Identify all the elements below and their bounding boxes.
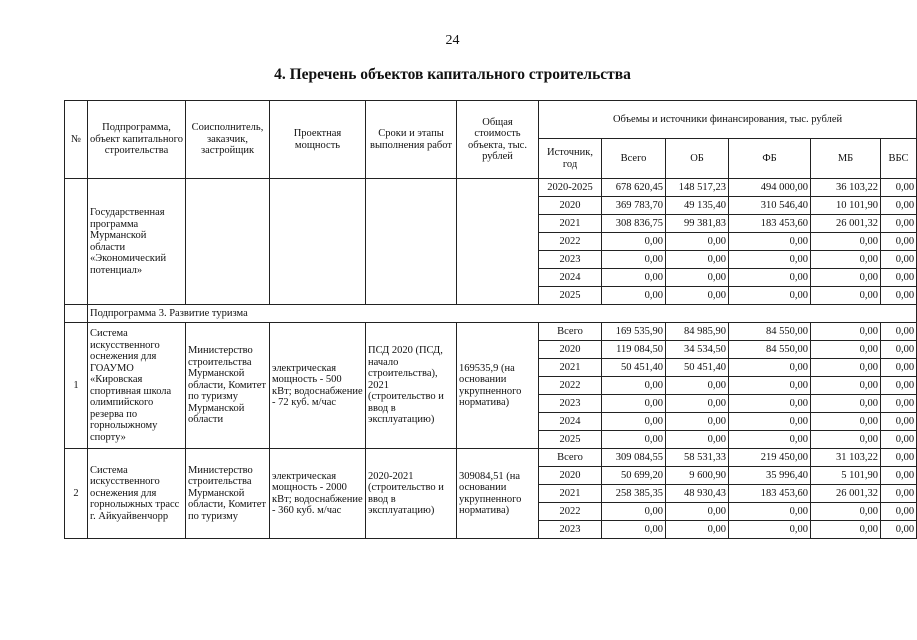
total-value: 0,00: [602, 233, 666, 251]
mb-value: 5 101,90: [811, 467, 881, 485]
ob-value: 0,00: [666, 377, 729, 395]
vbs-value: 0,00: [881, 233, 917, 251]
fb-value: 0,00: [729, 287, 811, 305]
total-value: 0,00: [602, 413, 666, 431]
ob-value: 9 600,90: [666, 467, 729, 485]
source-year: 2023: [539, 395, 602, 413]
object-name: Система искусственного оснежения для горнолыжных трасс г. Айкуайвенчорр: [88, 449, 186, 539]
source-year: 2023: [539, 251, 602, 269]
total-value: 309 084,55: [602, 449, 666, 467]
mb-value: 0,00: [811, 269, 881, 287]
object-cost: 309084,51 (на основании укрупненного норматива): [457, 449, 539, 539]
object-executor: Министерство строительства Мурманской области, Комитет по туризму Мурманской области: [186, 323, 270, 449]
fb-value: 0,00: [729, 269, 811, 287]
source-year: 2020-2025: [539, 179, 602, 197]
ob-value: 84 985,90: [666, 323, 729, 341]
total-value: 50 699,20: [602, 467, 666, 485]
header-ob: ОБ: [666, 139, 729, 179]
header-total: Всего: [602, 139, 666, 179]
gp-executor-cell: [186, 179, 270, 305]
source-year: 2020: [539, 197, 602, 215]
object-terms: ПСД 2020 (ПСД, начало строительства), 2021 (строительство и ввод в эксплуатацию): [366, 323, 457, 449]
vbs-value: 0,00: [881, 287, 917, 305]
ob-value: 48 930,43: [666, 485, 729, 503]
mb-value: 26 001,32: [811, 485, 881, 503]
source-year: 2022: [539, 377, 602, 395]
total-value: 0,00: [602, 251, 666, 269]
object-num: 1: [65, 323, 88, 449]
mb-value: 36 103,22: [811, 179, 881, 197]
object-executor: Министерство строительства Мурманской области, Комитет по туризму: [186, 449, 270, 539]
ob-value: 0,00: [666, 287, 729, 305]
header-mb: МБ: [811, 139, 881, 179]
fb-value: 0,00: [729, 395, 811, 413]
mb-value: 0,00: [811, 287, 881, 305]
source-year: 2020: [539, 467, 602, 485]
mb-value: 0,00: [811, 413, 881, 431]
total-value: 369 783,70: [602, 197, 666, 215]
mb-value: 26 001,32: [811, 215, 881, 233]
fb-value: 183 453,60: [729, 485, 811, 503]
header-source-year: Источник, год: [539, 139, 602, 179]
fb-value: 219 450,00: [729, 449, 811, 467]
object-cost: 169535,9 (на основании укрупненного норматива): [457, 323, 539, 449]
vbs-value: 0,00: [881, 215, 917, 233]
vbs-value: 0,00: [881, 179, 917, 197]
mb-value: 0,00: [811, 377, 881, 395]
ob-value: 0,00: [666, 269, 729, 287]
fb-value: 35 996,40: [729, 467, 811, 485]
header-terms: Сроки и этапы выполнения работ: [366, 101, 457, 179]
source-year: 2020: [539, 341, 602, 359]
ob-value: 58 531,33: [666, 449, 729, 467]
ob-value: 34 534,50: [666, 341, 729, 359]
object-terms: 2020-2021 (строительство и ввод в эксплуатацию): [366, 449, 457, 539]
table-row: [65, 323, 917, 341]
fb-value: 84 550,00: [729, 341, 811, 359]
gp-name: Государственная программа Мурманской области «Экономический потенциал»: [88, 179, 186, 305]
fb-value: 0,00: [729, 503, 811, 521]
gp-terms-cell: [366, 179, 457, 305]
source-year: 2023: [539, 521, 602, 539]
total-value: 0,00: [602, 395, 666, 413]
vbs-value: 0,00: [881, 431, 917, 449]
source-year: 2025: [539, 431, 602, 449]
fb-value: 0,00: [729, 521, 811, 539]
fb-value: 494 000,00: [729, 179, 811, 197]
ob-value: 0,00: [666, 431, 729, 449]
ob-value: 0,00: [666, 395, 729, 413]
mb-value: 0,00: [811, 323, 881, 341]
fb-value: 310 546,40: [729, 197, 811, 215]
total-value: 0,00: [602, 287, 666, 305]
capital-construction-table: [64, 100, 917, 539]
total-value: 0,00: [602, 503, 666, 521]
table-row: [65, 179, 917, 197]
source-year: 2024: [539, 413, 602, 431]
vbs-value: 0,00: [881, 269, 917, 287]
vbs-value: 0,00: [881, 251, 917, 269]
gp-capacity-cell: [270, 179, 366, 305]
page-number: 24: [445, 33, 460, 48]
mb-value: 31 103,22: [811, 449, 881, 467]
header-capacity: Проектная мощность: [270, 101, 366, 179]
ob-value: 49 135,40: [666, 197, 729, 215]
gp-cost-cell: [457, 179, 539, 305]
header-executor: Соисполнитель, заказчик, застройщик: [186, 101, 270, 179]
ob-value: 50 451,40: [666, 359, 729, 377]
ob-value: 0,00: [666, 251, 729, 269]
vbs-value: 0,00: [881, 377, 917, 395]
header-vbs: ВБС: [881, 139, 917, 179]
ob-value: 0,00: [666, 413, 729, 431]
total-value: 678 620,45: [602, 179, 666, 197]
mb-value: 0,00: [811, 431, 881, 449]
fb-value: 0,00: [729, 359, 811, 377]
total-value: 308 836,75: [602, 215, 666, 233]
mb-value: 0,00: [811, 341, 881, 359]
object-capacity: электрическая мощность - 2000 кВт; водоснабжение - 360 куб. м/час: [270, 449, 366, 539]
mb-value: 0,00: [811, 503, 881, 521]
object-name: Система искусственного оснежения для ГОАУМО «Кировская спортивная школа олимпийского резерва по горнолыжному спорту»: [88, 323, 186, 449]
subprogram-num-cell: [65, 305, 88, 323]
source-year: 2022: [539, 233, 602, 251]
source-year: 2021: [539, 485, 602, 503]
vbs-value: 0,00: [881, 413, 917, 431]
header-num: №: [65, 101, 88, 179]
vbs-value: 0,00: [881, 323, 917, 341]
fb-value: 0,00: [729, 251, 811, 269]
ob-value: 0,00: [666, 503, 729, 521]
ob-value: 99 381,83: [666, 215, 729, 233]
object-num: 2: [65, 449, 88, 539]
header-fb: ФБ: [729, 139, 811, 179]
mb-value: 0,00: [811, 359, 881, 377]
object-capacity: электрическая мощность - 500 кВт; водоснабжение - 72 куб. м/час: [270, 323, 366, 449]
source-year: Всего: [539, 323, 602, 341]
vbs-value: 0,00: [881, 359, 917, 377]
mb-value: 0,00: [811, 395, 881, 413]
vbs-value: 0,00: [881, 395, 917, 413]
fb-value: 84 550,00: [729, 323, 811, 341]
fb-value: 0,00: [729, 233, 811, 251]
total-value: 258 385,35: [602, 485, 666, 503]
mb-value: 0,00: [811, 521, 881, 539]
vbs-value: 0,00: [881, 341, 917, 359]
header-cost: Общая стоимость объекта, тыс. рублей: [457, 101, 539, 179]
vbs-value: 0,00: [881, 503, 917, 521]
table-row: [65, 449, 917, 467]
source-year: Всего: [539, 449, 602, 467]
total-value: 50 451,40: [602, 359, 666, 377]
mb-value: 0,00: [811, 251, 881, 269]
vbs-value: 0,00: [881, 467, 917, 485]
source-year: 2022: [539, 503, 602, 521]
document-title: 4. Перечень объектов капитального строительства: [274, 66, 631, 83]
ob-value: 0,00: [666, 521, 729, 539]
source-year: 2024: [539, 269, 602, 287]
fb-value: 0,00: [729, 377, 811, 395]
vbs-value: 0,00: [881, 485, 917, 503]
total-value: 119 084,50: [602, 341, 666, 359]
total-value: 0,00: [602, 521, 666, 539]
header-funding: Объемы и источники финансирования, тыс. рублей: [539, 101, 917, 139]
mb-value: 10 101,90: [811, 197, 881, 215]
total-value: 0,00: [602, 431, 666, 449]
total-value: 0,00: [602, 377, 666, 395]
vbs-value: 0,00: [881, 521, 917, 539]
vbs-value: 0,00: [881, 197, 917, 215]
gp-num-cell: [65, 179, 88, 305]
header-subprogram: Подпрограмма, объект капитального строительства: [88, 101, 186, 179]
mb-value: 0,00: [811, 233, 881, 251]
source-year: 2025: [539, 287, 602, 305]
fb-value: 183 453,60: [729, 215, 811, 233]
vbs-value: 0,00: [881, 449, 917, 467]
subprogram-label: Подпрограмма 3. Развитие туризма: [88, 305, 917, 323]
ob-value: 148 517,23: [666, 179, 729, 197]
total-value: 169 535,90: [602, 323, 666, 341]
total-value: 0,00: [602, 269, 666, 287]
subprogram-row: [65, 305, 917, 323]
fb-value: 0,00: [729, 431, 811, 449]
fb-value: 0,00: [729, 413, 811, 431]
ob-value: 0,00: [666, 233, 729, 251]
source-year: 2021: [539, 359, 602, 377]
source-year: 2021: [539, 215, 602, 233]
